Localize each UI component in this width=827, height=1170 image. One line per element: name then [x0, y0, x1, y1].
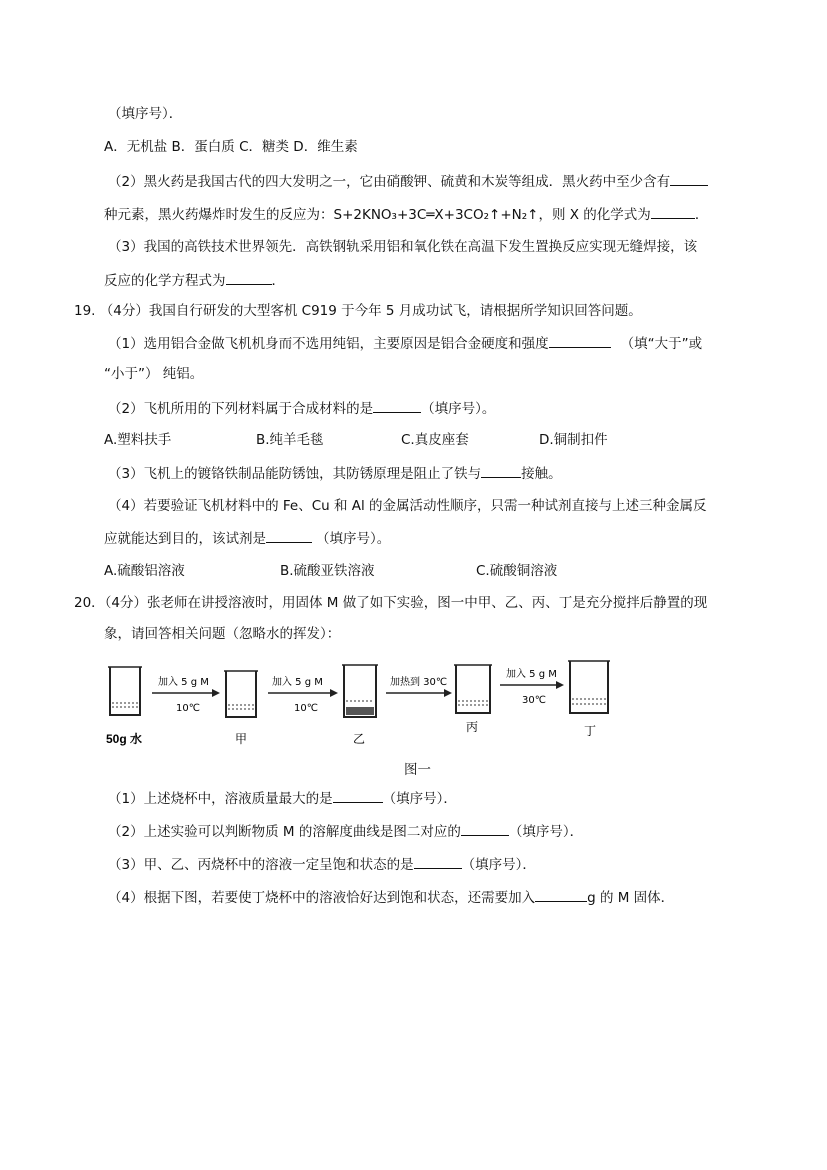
- step2-temp: 10℃: [294, 703, 318, 714]
- q19-part3-text: （3）飞机上的镀铬铁制品能防锈蚀，其防锈原理是阻止了铁与: [108, 466, 482, 482]
- experiment-figure: [104, 655, 616, 750]
- q19-part2-option-a: A.塑料扶手: [104, 432, 172, 448]
- beaker-jia-label: 甲: [235, 732, 248, 746]
- q20-part2-text: （2）上述实验可以判断物质 M 的溶解度曲线是图二对应的: [108, 824, 461, 840]
- q20-part3-text: （3）甲、乙、丙烧杯中的溶液一定呈饱和状态的是: [108, 857, 414, 873]
- q20-part1: [108, 788, 457, 809]
- arrow-step3: [386, 689, 452, 697]
- q19-part3: [108, 463, 562, 484]
- q19-part4-line1: （4）若要验证飞机材料中的 Fe、Cu 和 Al 的金属活动性顺序，只需一种试剂直接与上述三种金属反: [108, 498, 707, 514]
- q18-part3-line1: （3）我国的高铁技术世界领先．高铁钢轨采用铝和氧化铁在高温下发生置换反应实现无缝焊接，该: [108, 239, 698, 255]
- q19-part1-hint: （填“大于”或: [620, 336, 703, 352]
- beaker-ding: [568, 661, 610, 713]
- q19-part4-text: 应就能达到目的，该试剂是: [104, 531, 266, 547]
- beaker-ding-label: 丁: [584, 724, 597, 738]
- answer-blank[interactable]: [266, 528, 312, 543]
- q19-part2-hint: （填序号）。: [421, 401, 496, 417]
- q19-part2-option-c: C.真皮座套: [401, 432, 469, 448]
- beaker-bing: [454, 665, 492, 713]
- figure-caption: 图一: [404, 762, 431, 778]
- beaker-bing-label: 丙: [466, 720, 479, 734]
- q20-heading-line1: 20．（4分）张老师在讲授溶液时，用固体 M 做了如下实验，图一中甲、乙、丙、丁是充分搅拌后静置的现: [74, 595, 708, 611]
- q19-part4-option-a: A.硫酸铝溶液: [104, 563, 185, 579]
- q18-fill-hint: （填序号）．: [108, 106, 183, 122]
- beaker-yi: [342, 665, 378, 717]
- q20-part2: [108, 821, 583, 842]
- q19-part1-line2: “小于”） 纯铝。: [104, 366, 204, 382]
- beaker-water: [108, 667, 142, 715]
- arrow-step2: [268, 689, 338, 697]
- q20-part4-text: （4）根据下图，若要使丁烧杯中的溶液恰好达到饱和状态，还需要加入: [108, 890, 536, 906]
- q20-part4-tail: g 的 M 固体．: [587, 890, 675, 906]
- punctuation: ．: [694, 207, 709, 223]
- q18-part2-equation: 种元素，黑火药爆炸时发生的反应为：S+2KNO₃+3C═X+3CO₂↑+N₂↑，则 X 的化学式为: [104, 207, 651, 223]
- answer-blank[interactable]: [414, 854, 462, 869]
- step4-label: 加入 5 g M: [506, 669, 557, 680]
- arrow-step4: [500, 681, 564, 689]
- q19-part4-line2: [104, 528, 390, 549]
- punctuation: ．: [271, 273, 285, 289]
- q18-part2-line2: [104, 204, 708, 225]
- q19-part4-hint: （填序号）。: [316, 531, 391, 547]
- q20-part1-text: （1）上述烧杯中，溶液质量最大的是: [108, 791, 333, 807]
- q19-part4-option-c: C.硫酸铜溶液: [476, 563, 558, 579]
- answer-blank[interactable]: [461, 821, 509, 836]
- water-label: 50g 水: [106, 732, 143, 746]
- answer-blank[interactable]: [549, 333, 611, 348]
- q19-part2-option-d: D.铜制扣件: [539, 432, 608, 448]
- q19-part2: [108, 398, 495, 419]
- answer-blank[interactable]: [333, 788, 383, 803]
- q18-part3-line2: [104, 270, 285, 291]
- q20-part3: [108, 854, 536, 875]
- q18-options: A．无机盐 B．蛋白质 C．糖类 D．维生素: [104, 139, 358, 155]
- step3-label: 加热到 30℃: [390, 677, 448, 688]
- q19-part1-line1: [108, 333, 702, 354]
- q19-part3-tail: 接触。: [521, 466, 562, 482]
- q19-heading: 19. （4分）我国自行研发的大型客机 C919 于今年 5 月成功试飞，请根据所学知识回答问题。: [74, 303, 642, 319]
- answer-blank[interactable]: [373, 398, 421, 413]
- q18-part3-text: 反应的化学方程式为: [104, 273, 226, 289]
- answer-blank[interactable]: [670, 171, 708, 186]
- step4-temp: 30℃: [522, 695, 546, 706]
- q19-part2-text: （2）飞机所用的下列材料属于合成材料的是: [108, 401, 374, 417]
- beaker-jia: [224, 671, 258, 717]
- q20-part4: [108, 887, 674, 908]
- q18-part2-text: （2）黑火药是我国古代的四大发明之一，它由硝酸钾、硫黄和木炭等组成．黑火药中至少含有: [108, 174, 671, 190]
- q19-part4-option-b: B.硫酸亚铁溶液: [280, 563, 375, 579]
- q19-part2-option-b: B.纯羊毛毯: [256, 432, 324, 448]
- answer-blank[interactable]: [481, 463, 521, 478]
- step1-label: 加入 5 g M: [158, 677, 209, 688]
- beaker-yi-label: 乙: [353, 732, 366, 746]
- step2-label: 加入 5 g M: [272, 677, 323, 688]
- answer-blank[interactable]: [226, 270, 272, 285]
- answer-blank[interactable]: [535, 887, 587, 902]
- step1-temp: 10℃: [176, 703, 200, 714]
- q20-part3-hint: （填序号）．: [461, 857, 536, 873]
- q18-part2-line1: [108, 171, 708, 192]
- q20-part2-hint: （填序号）．: [508, 824, 584, 840]
- arrow-step1: [152, 689, 220, 697]
- answer-blank[interactable]: [651, 204, 695, 219]
- q20-heading-line2: 象，请回答相关问题（忽略水的挥发）：: [104, 626, 341, 642]
- q20-part1-hint: （填序号）．: [382, 791, 457, 807]
- q19-part1-text: （1）选用铝合金做飞机机身而不选用纯铝，主要原因是铝合金硬度和强度: [108, 336, 549, 352]
